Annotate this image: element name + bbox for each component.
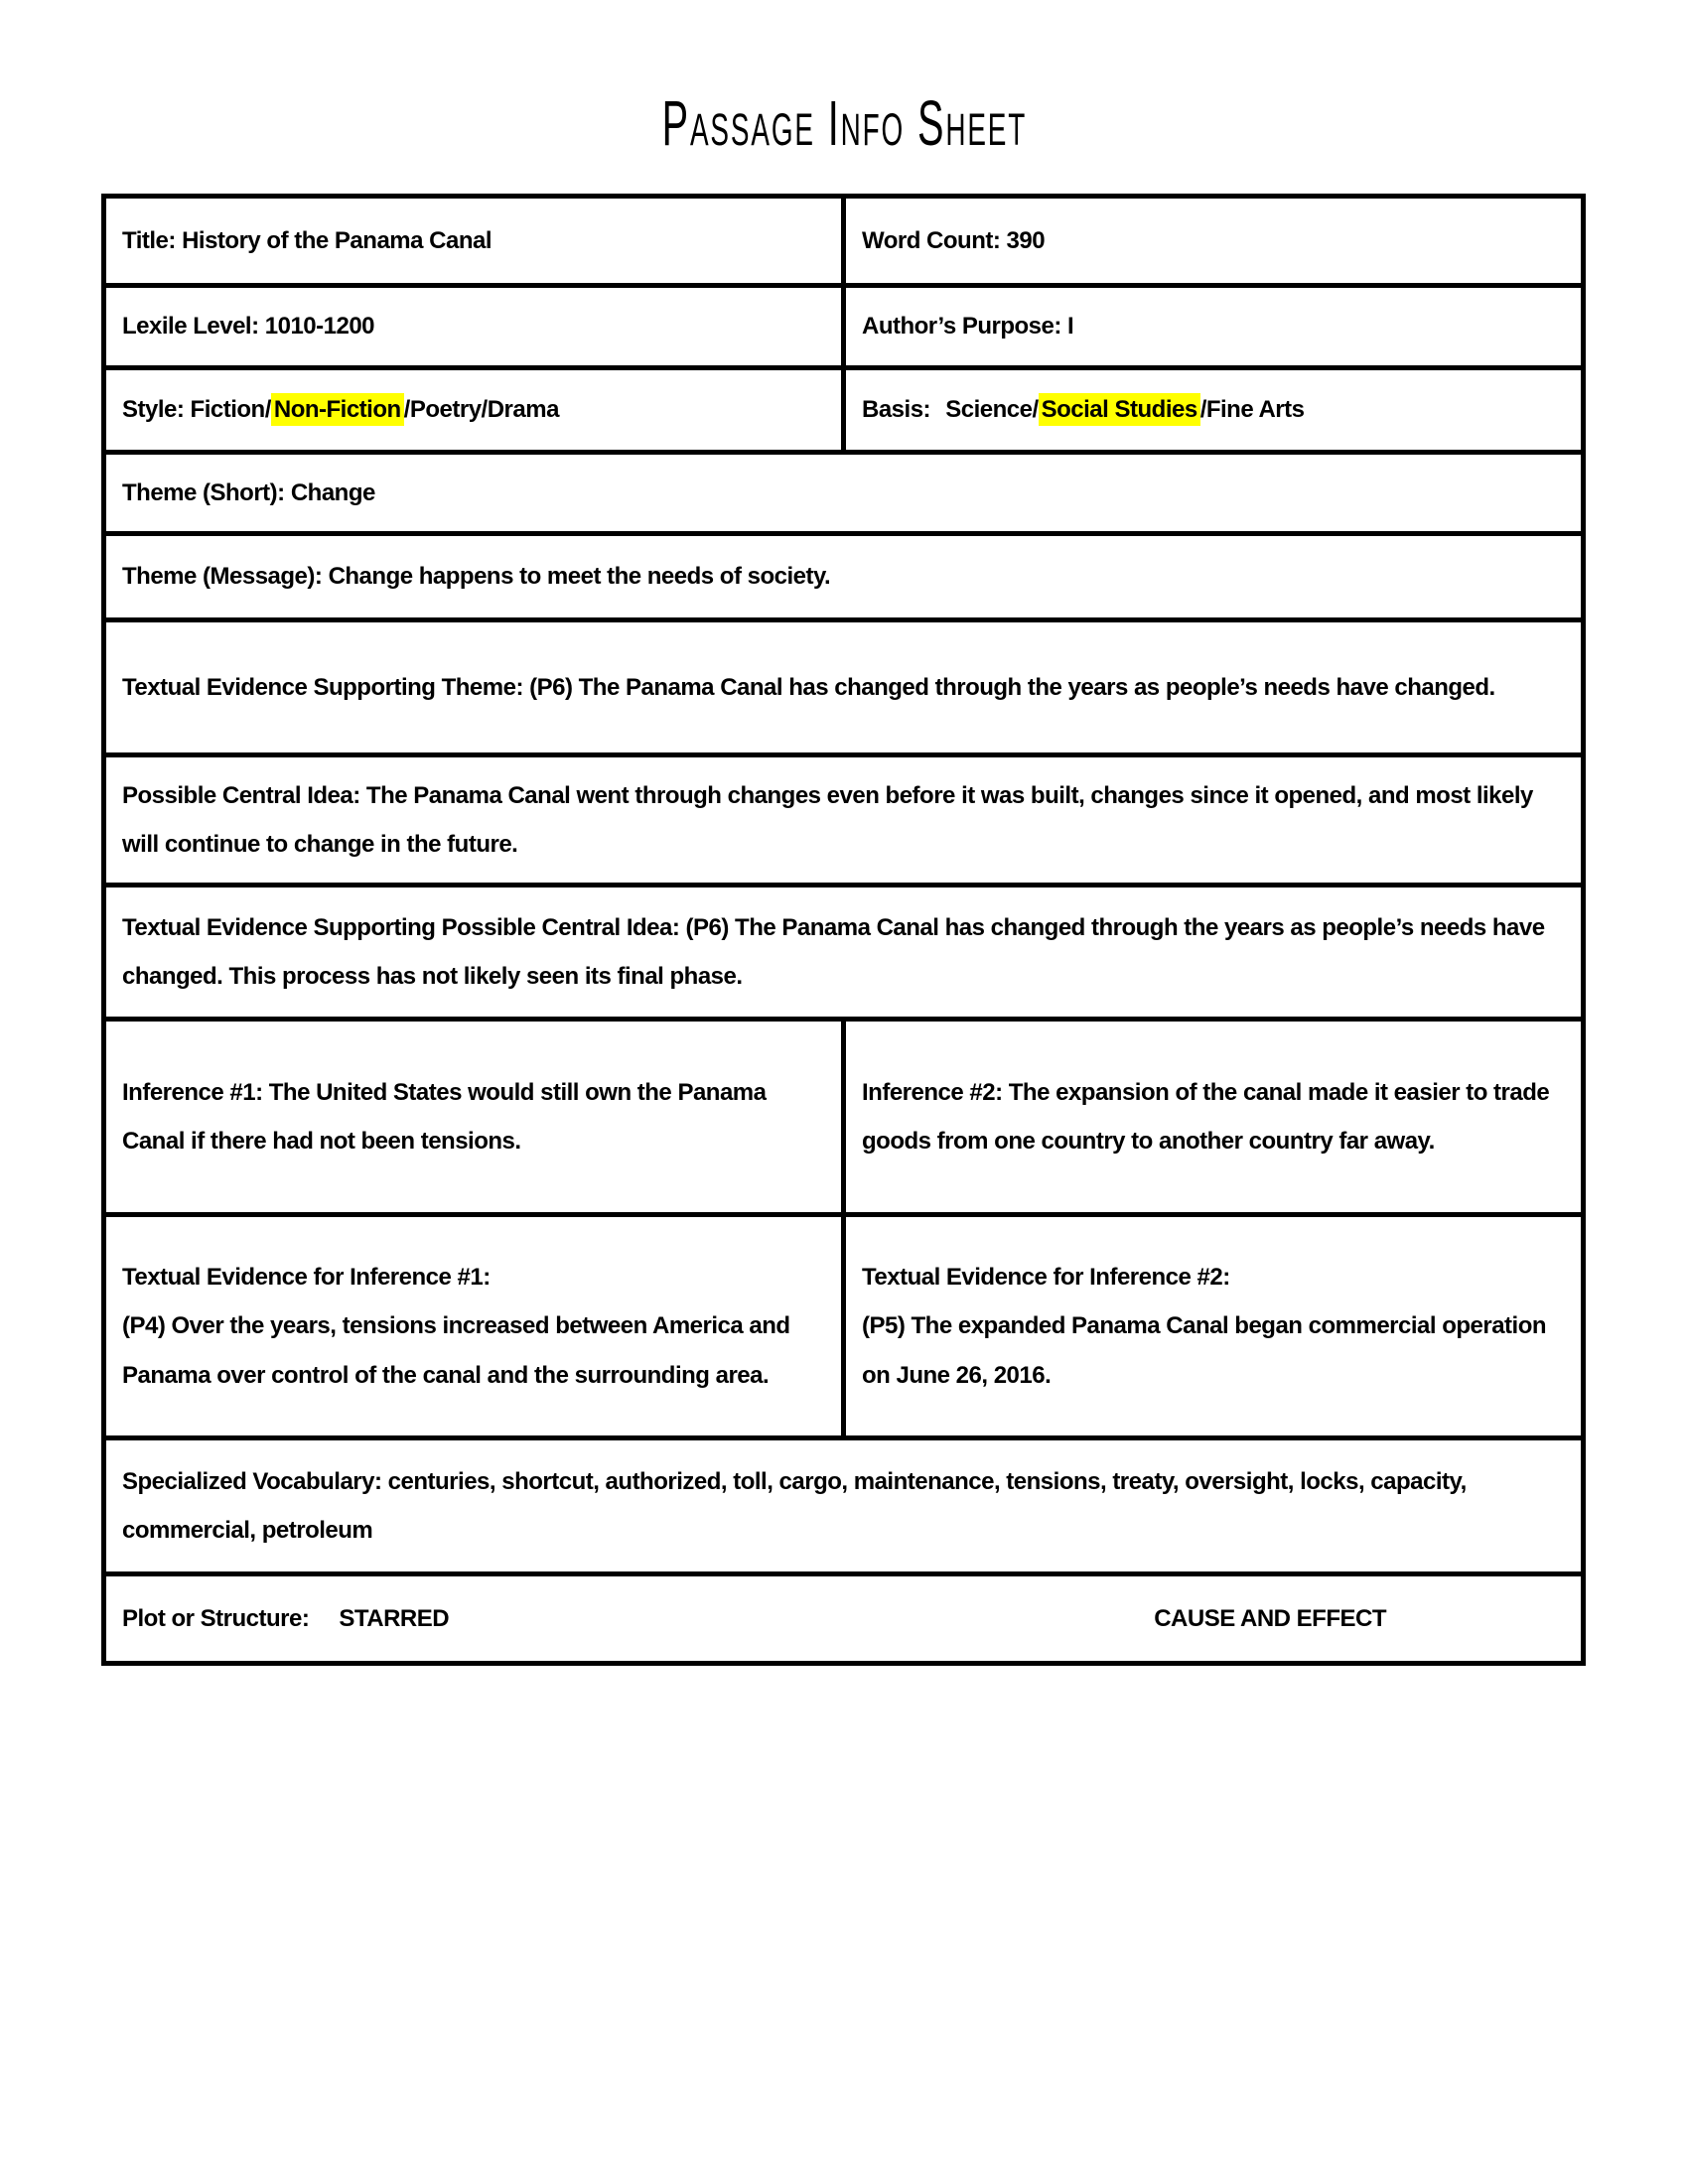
row-inferences [104, 1020, 1584, 1215]
basis-highlight: Social Studies [1039, 393, 1200, 426]
basis-prefix: Science/ [945, 396, 1039, 424]
page-title-wrap [0, 0, 1688, 159]
evidence-inference-2-value: (P5) The expanded Panama Canal began commercial operation on June 26, 2016. [862, 1312, 1547, 1389]
title-label: Title: [122, 226, 176, 254]
theme-message-cell [104, 534, 1584, 620]
plot-structure-value-cause-effect: CAUSE AND EFFECT [1154, 1604, 1386, 1632]
plot-structure-label: Plot or Structure: [122, 1604, 310, 1632]
evidence-central-idea-cell [104, 886, 1584, 1020]
inference-2-value: The expansion of the canal made it easier to trade goods from one country to another country far away. [862, 1078, 1550, 1155]
word-count-label: Word Count: [862, 226, 1001, 254]
theme-short-cell [104, 453, 1584, 534]
specialized-vocabulary-value: centuries, shortcut, authorized, toll, cargo, maintenance, tensions, treaty, oversight, locks, capacity, commercial, petroleum [122, 1467, 1467, 1544]
authors-purpose-value: I [1067, 313, 1074, 341]
row-lexile-purpose [104, 286, 1584, 368]
word-count-cell [844, 197, 1584, 286]
theme-message-label: Theme (Message): [122, 563, 323, 591]
evidence-inference-2-label: Textual Evidence for Inference #2: [862, 1264, 1230, 1292]
row-evidence-theme [104, 620, 1584, 755]
evidence-theme-value: (P6) The Panama Canal has changed through the years as people’s needs have changed. [529, 673, 1495, 701]
central-idea-value: The Panama Canal went through changes even before it was built, changes since it opened, and most likely will continue to change in the future. [122, 781, 1533, 858]
basis-suffix: /Fine Arts [1199, 396, 1305, 424]
inference-1-cell [104, 1020, 844, 1215]
central-idea-label: Possible Central Idea: [122, 781, 360, 809]
style-label: Style: [122, 396, 185, 424]
specialized-vocabulary-label: Specialized Vocabulary: [122, 1467, 382, 1495]
lexile-level-label: Lexile Level: [122, 313, 259, 341]
basis-label: Basis: [862, 396, 931, 424]
row-evidence-central-idea [104, 886, 1584, 1020]
row-theme-message [104, 534, 1584, 620]
inference-1-label: Inference #1: [122, 1078, 263, 1106]
row-theme-short [104, 453, 1584, 534]
lexile-level-value: 1010-1200 [264, 313, 375, 341]
authors-purpose-cell [844, 286, 1584, 368]
inference-2-cell [844, 1020, 1584, 1215]
inference-2-label: Inference #2: [862, 1078, 1003, 1106]
word-count-value: 390 [1006, 226, 1046, 254]
evidence-theme-label: Textual Evidence Supporting Theme: [122, 673, 523, 701]
page-title: Passage Info Sheet [661, 87, 1027, 159]
theme-short-value: Change [290, 478, 375, 506]
row-plot-structure [104, 1574, 1584, 1664]
title-cell [104, 197, 844, 286]
lexile-level-cell [104, 286, 844, 368]
central-idea-cell [104, 755, 1584, 886]
row-style-basis [104, 368, 1584, 453]
evidence-central-idea-value: (P6) The Panama Canal has changed through the years as people’s needs have changed. This process has not likely seen its final phase. [122, 913, 1545, 990]
evidence-inference-1-cell [104, 1215, 844, 1438]
basis-cell [844, 368, 1584, 453]
plot-structure-value-starred: STARRED [339, 1604, 450, 1632]
style-suffix: /Poetry/Drama [403, 396, 559, 424]
evidence-inference-1-value: (P4) Over the years, tensions increased between America and Panama over control of the canal and the surrounding area. [122, 1312, 790, 1389]
evidence-inference-2-cell [844, 1215, 1584, 1438]
evidence-theme-cell [104, 620, 1584, 755]
inference-1-value: The United States would still own the Panama Canal if there had not been tensions. [122, 1078, 767, 1155]
style-highlight: Non-Fiction [271, 393, 404, 426]
theme-short-label: Theme (Short): [122, 478, 285, 506]
style-prefix: Fiction/ [190, 396, 271, 424]
specialized-vocabulary-cell [104, 1438, 1584, 1574]
plot-structure-cell [104, 1574, 1584, 1664]
evidence-inference-1-label: Textual Evidence for Inference #1: [122, 1264, 491, 1292]
evidence-central-idea-label: Textual Evidence Supporting Possible Central Idea: [122, 913, 680, 941]
passage-info-table [101, 194, 1586, 1666]
title-value: History of the Panama Canal [182, 226, 492, 254]
row-central-idea [104, 755, 1584, 886]
row-evidence-inferences [104, 1215, 1584, 1438]
authors-purpose-label: Author’s Purpose: [862, 313, 1061, 341]
row-specialized-vocabulary [104, 1438, 1584, 1574]
row-title-wordcount [104, 197, 1584, 286]
style-cell [104, 368, 844, 453]
theme-message-value: Change happens to meet the needs of society. [328, 563, 831, 591]
